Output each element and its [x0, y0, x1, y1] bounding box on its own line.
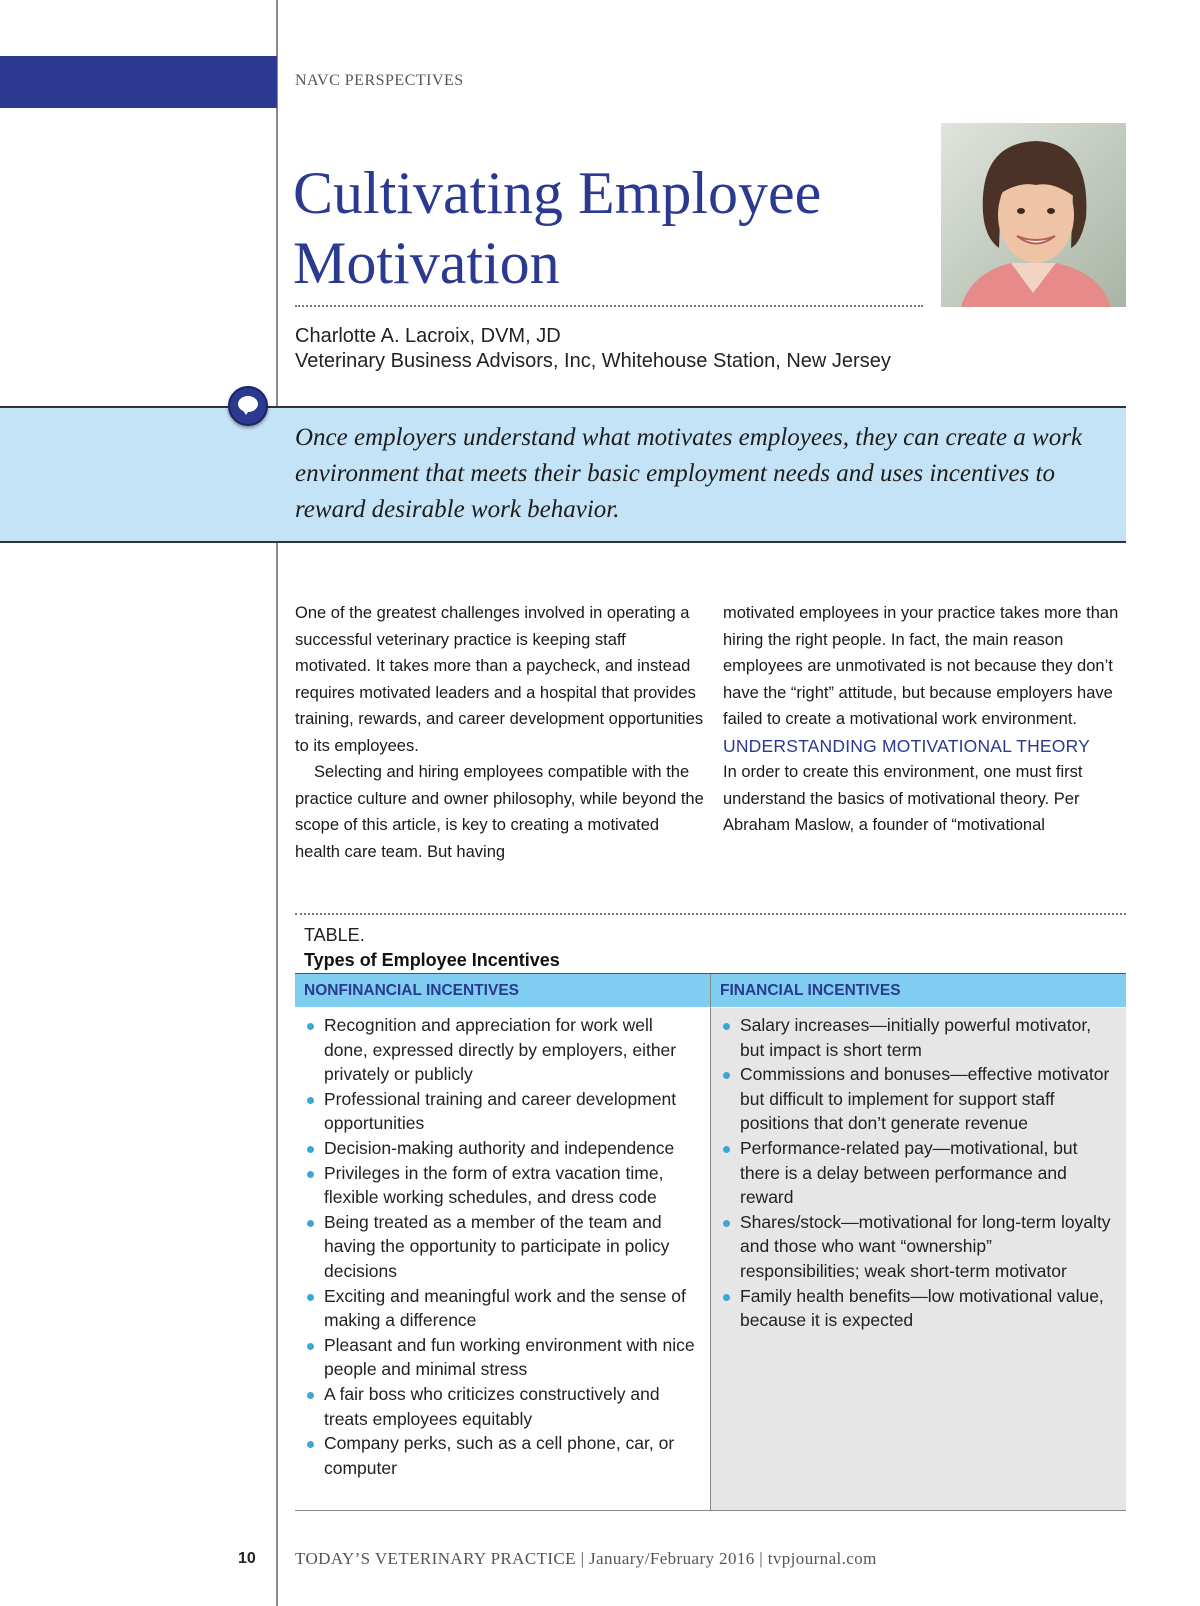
table-header-nonfinancial: NONFINANCIAL INCENTIVES [295, 974, 710, 1007]
section-heading: UNDERSTANDING MOTIVATIONAL THEORY [723, 735, 1091, 756]
list-item [305, 1284, 700, 1333]
list-item-text: Recognition and appreciation for work well done, expressed directly by employers, either privately or publicly [324, 1015, 677, 1085]
author-name: Charlotte A. Lacroix, DVM, JD [295, 325, 561, 347]
bullet-icon [307, 1023, 314, 1030]
pull-quote-text: Once employers understand what motivates employees, they can create a work environment that meets their basic employment needs and uses incentives to reward desirable work behavior. [295, 424, 1083, 523]
list-item-text: Privileges in the form of extra vacation time, flexible working schedules, and dress code [324, 1162, 664, 1208]
title-divider [295, 305, 923, 307]
bullet-icon [723, 1294, 730, 1301]
table-cell-nonfinancial [295, 1008, 710, 1510]
list-item [305, 1210, 700, 1284]
list-item-text: Being treated as a member of the team and having the opportunity to participate in policy decisions [324, 1211, 670, 1281]
bullet-icon [723, 1146, 730, 1153]
list-item-text: Company perks, such as a cell phone, car, or computer [324, 1433, 675, 1478]
bullet-icon [723, 1072, 730, 1079]
speech-bubble-icon [228, 386, 268, 426]
list-item-text: Professional training and career development opportunities [324, 1088, 677, 1134]
bullet-icon [723, 1220, 730, 1227]
list-item-text: Salary increases—initially powerful motivator, but impact is short term [740, 1015, 1092, 1060]
pull-quote-band [0, 406, 1126, 543]
list-item [305, 1087, 700, 1136]
list-item-text: Performance-related pay—motivational, but there is a delay between performance and reward [740, 1137, 1078, 1208]
bullet-icon [307, 1441, 314, 1448]
list-item [305, 1333, 700, 1382]
list-item [305, 1136, 700, 1161]
list-item-text: Shares/stock—motivational for long-term loyalty and those who want “ownership” responsibilities; weak short-term motivator [740, 1211, 1111, 1281]
section-kicker: NAVC PERSPECTIVES [295, 72, 464, 89]
bullet-icon [307, 1294, 314, 1301]
bullet-icon [307, 1343, 314, 1350]
page-footer: TODAY’S VETERINARY PRACTICE | January/February 2016 | tvpjournal.com [295, 1549, 877, 1568]
list-item-text: Exciting and meaningful work and the sense of making a difference [324, 1285, 686, 1331]
list-item [721, 1013, 1116, 1062]
bullet-icon [307, 1146, 314, 1153]
list-item [721, 1210, 1116, 1284]
body-paragraph: In order to create this environment, one must first understand the basics of motivational theory. Per Abraham Maslow, a founder of “motivational [723, 763, 1083, 834]
table-title: Types of Employee Incentives [304, 950, 560, 970]
list-item [305, 1382, 700, 1431]
table-caption: TABLE. [304, 925, 365, 945]
table-column-divider [710, 974, 711, 1510]
body-paragraph: Selecting and hiring employees compatible with the practice culture and owner philosophy, while beyond the scope of this article, is key to creating a motivated health care team. But having [295, 763, 704, 861]
bullet-icon [307, 1171, 314, 1178]
list-item [305, 1161, 700, 1210]
nonfinancial-list [295, 1008, 710, 1480]
list-item-text: Family health benefits—low motivational value, because it is expected [740, 1285, 1104, 1331]
list-item-text: Decision-making authority and independence [324, 1137, 675, 1158]
list-item [721, 1284, 1116, 1333]
list-item [305, 1431, 700, 1480]
bullet-icon [307, 1097, 314, 1104]
list-item-text: Pleasant and fun working environment with nice people and minimal stress [324, 1334, 695, 1380]
list-item-text: Commissions and bonuses—effective motivator but difficult to implement for support staff positions that don’t generate revenue [740, 1064, 1110, 1134]
author-affiliation: Veterinary Business Advisors, Inc, Whitehouse Station, New Jersey [295, 350, 891, 372]
page-vertical-rule [276, 0, 278, 1606]
bullet-icon [723, 1023, 730, 1030]
table-divider [295, 913, 1126, 915]
body-column-left [295, 600, 705, 865]
bullet-icon [307, 1220, 314, 1227]
table-header-financial: FINANCIAL INCENTIVES [711, 974, 1126, 1007]
body-paragraph: One of the greatest challenges involved in operating a successful veterinary practice is keeping staff motivated. It takes more than a paycheck, and instead requires motivated leaders and a hospital that provides training, rewards, and career development opportunities to its employees. [295, 604, 704, 755]
body-paragraph: motivated employees in your practice takes more than hiring the right people. In fact, the main reason employees are unmotivated is not because they don’t have the “right” attitude, but because employers have failed to create a motivational work environment. [723, 604, 1119, 728]
table-cell-financial [711, 1008, 1126, 1510]
list-item [721, 1062, 1116, 1136]
list-item [721, 1136, 1116, 1210]
header-accent-bar [0, 56, 277, 108]
body-column-right [723, 600, 1128, 839]
financial-list [711, 1008, 1126, 1333]
author-photo [941, 123, 1126, 307]
article-title: Cultivating Employee Motivation [293, 160, 822, 296]
list-item-text: A fair boss who criticizes constructively and treats employees equitably [324, 1383, 660, 1429]
page-number: 10 [238, 1550, 256, 1567]
incentives-table [295, 973, 1126, 1511]
bullet-icon [307, 1392, 314, 1399]
list-item [305, 1013, 700, 1087]
